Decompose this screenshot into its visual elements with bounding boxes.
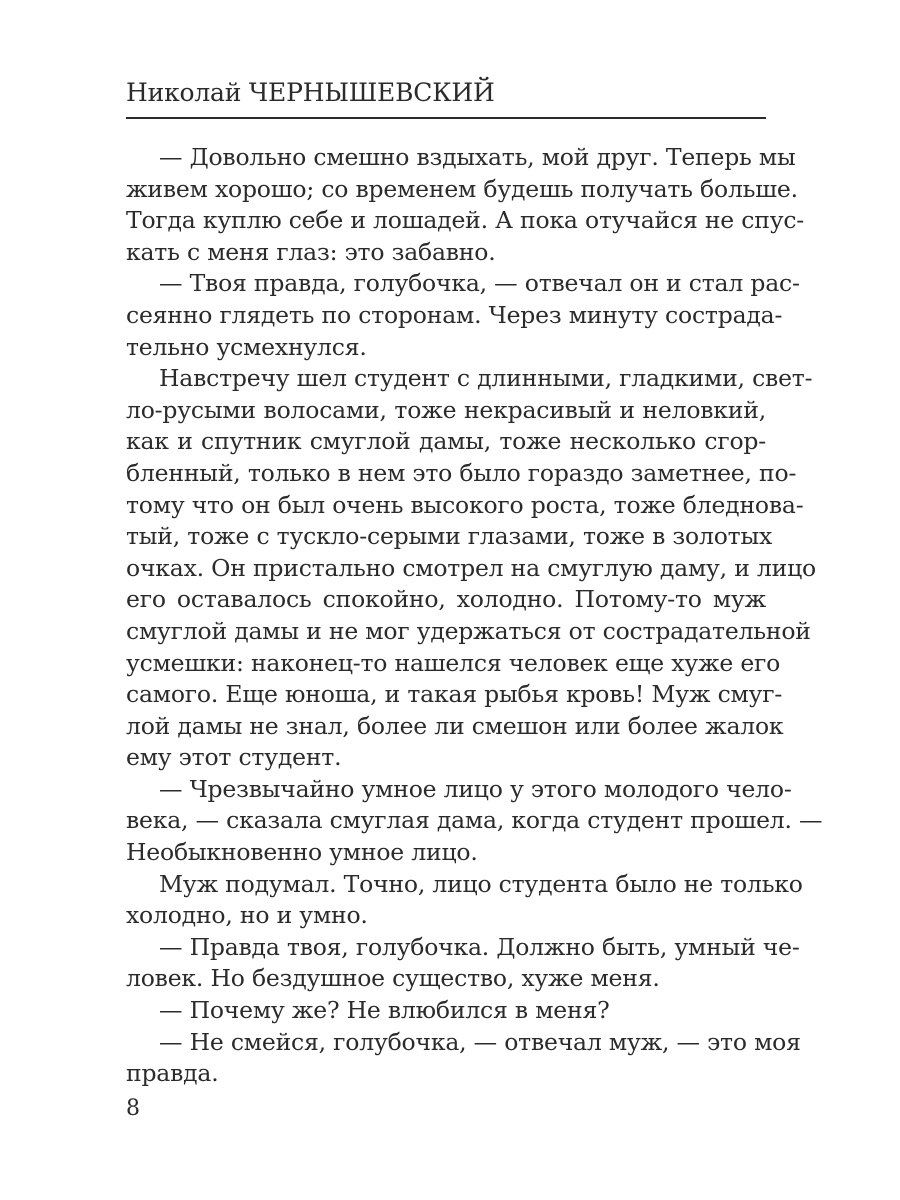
body-text	[126, 142, 823, 1090]
text-line: правда.	[126, 1059, 219, 1088]
text-line: — Почему же? Не влюбился в меня?	[159, 996, 610, 1025]
text-line: сеянно глядеть по сторонам. Через минуту сострада-	[126, 300, 783, 329]
text-line: — Твоя правда, голубочка, — отвечал он и стал рас-	[159, 269, 800, 298]
text-line: смуглой дамы и не мог удержаться от сострадательной	[126, 616, 811, 645]
text-line: Навстречу шел студент с длинными, гладкими, свет-	[159, 364, 813, 393]
text-line: его оставалось спокойно, холодно. Потому-то муж	[126, 585, 766, 614]
paragraph	[126, 932, 800, 995]
running-header	[126, 78, 766, 118]
text-line: как и спутник смуглой дамы, тоже несколько сгор-	[126, 427, 766, 456]
paragraph	[126, 774, 823, 869]
text-line: Необыкновенно умное лицо.	[126, 838, 478, 867]
text-line: тельно усмехнулся.	[126, 332, 367, 361]
paragraph	[126, 363, 816, 774]
paragraph	[126, 1027, 801, 1090]
paragraph	[126, 142, 805, 268]
paragraph	[126, 995, 766, 1027]
text-line: кать с меня глаз: это забавно.	[126, 237, 496, 266]
text-line: ему этот студент.	[126, 743, 342, 772]
text-line: тому что он был очень высокого роста, тоже бледнова-	[126, 490, 804, 519]
text-line: тый, тоже с тускло-серыми глазами, тоже в золотых	[126, 522, 773, 551]
text-line: — Довольно смешно вздыхать, мой друг. Теперь мы	[159, 143, 796, 171]
page-number: 8	[126, 1096, 140, 1121]
text-line: лой дамы не знал, более ли смешон или более жалок	[126, 711, 784, 740]
header-author: Николай ЧЕРНЫШЕВСКИЙ	[126, 78, 495, 107]
text-line: Тогда куплю себе и лошадей. А пока отучайся не спус-	[126, 206, 805, 235]
text-line: ло-русыми волосами, тоже некрасивый и неловкий,	[126, 395, 766, 424]
header-rule	[126, 117, 766, 119]
text-line: — Правда твоя, голубочка. Должно быть, умный че-	[159, 932, 800, 961]
text-line: века, — сказала смуглая дама, когда студент прошел. —	[126, 806, 823, 835]
text-line: Муж подумал. Точно, лицо студента было не только	[159, 869, 803, 898]
paragraph	[126, 268, 800, 363]
text-line: — Чрезвычайно умное лицо у этого молодого чело-	[159, 774, 792, 803]
text-line: холодно, но и умно.	[126, 901, 368, 930]
text-line: живем хорошо; со временем будешь получать больше.	[126, 174, 798, 203]
text-line: ловек. Но бездушное существо, хуже меня.	[126, 964, 660, 993]
text-line: самого. Еще юноша, и такая рыбья кровь! Муж смуг-	[126, 680, 783, 709]
text-line: бленный, только в нем это было гораздо заметнее, по-	[126, 458, 797, 487]
text-line: усмешки: наконец-то нашелся человек еще хуже его	[126, 648, 781, 677]
text-line: — Не смейся, голубочка, — отвечал муж, — это моя	[159, 1027, 801, 1056]
paragraph	[126, 869, 803, 932]
text-line: очках. Он пристально смотрел на смуглую даму, и лицо	[126, 553, 816, 582]
